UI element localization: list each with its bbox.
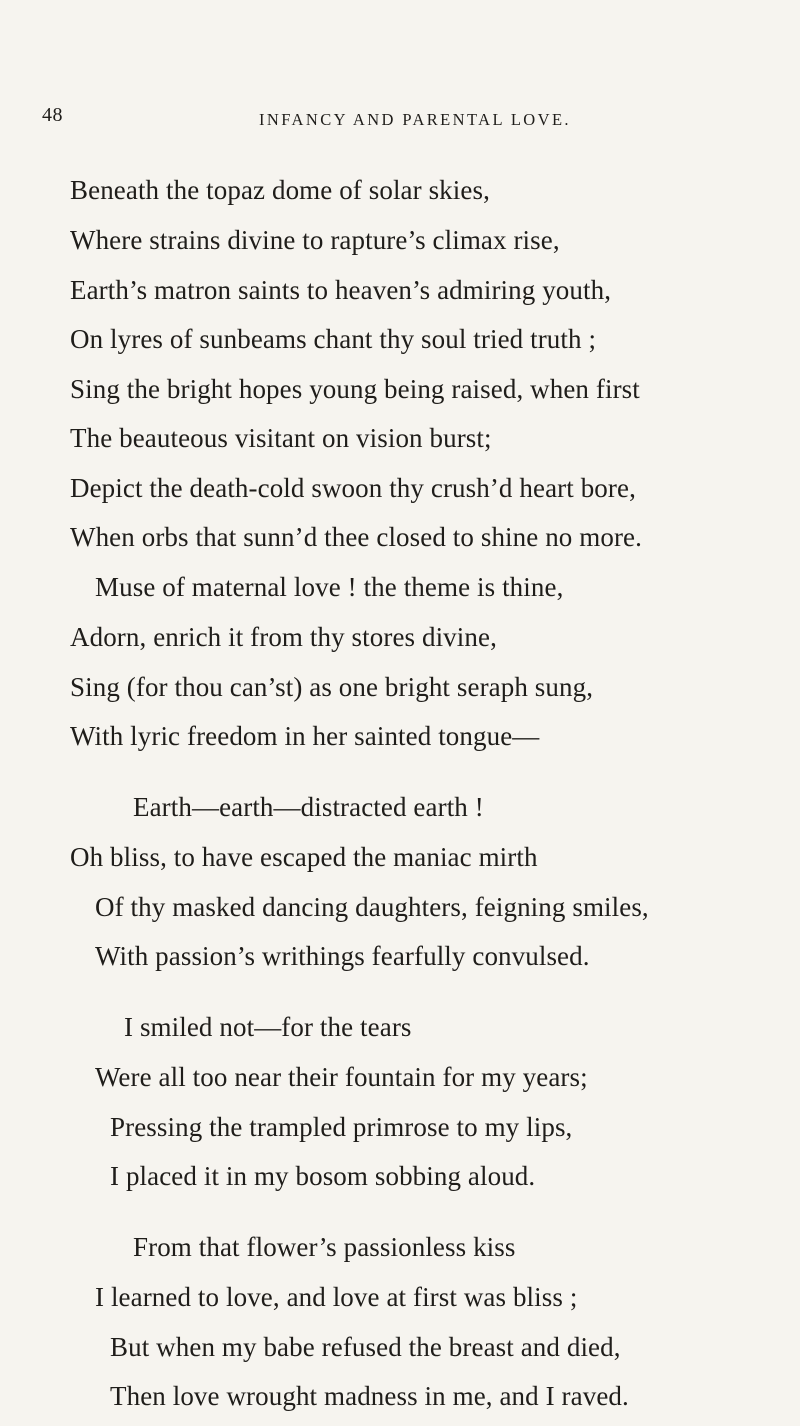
poem-line: With passion’s writhings fearfully convulsed.: [95, 941, 590, 971]
poem-line: When orbs that sunn’d thee closed to shine no more.: [70, 522, 642, 552]
poem-line: Depict the death-cold swoon thy crush’d heart bore,: [70, 473, 636, 503]
poem-line: I learned to love, and love at first was bliss ;: [95, 1282, 578, 1312]
poem-line: Earth—earth—distracted earth !: [133, 792, 484, 822]
poem-line: I placed it in my bosom sobbing aloud.: [110, 1161, 536, 1191]
poem-line: Adorn, enrich it from thy stores divine,: [70, 622, 497, 652]
poem-line: Where strains divine to rapture’s climax rise,: [70, 225, 560, 255]
poem-line: From that flower’s passionless kiss: [133, 1232, 516, 1262]
poem-line: Muse of maternal love ! the theme is thine,: [95, 572, 564, 602]
poem-line: On lyres of sunbeams chant thy soul tried truth ;: [70, 324, 597, 354]
poem-line: Were all too near their fountain for my years;: [95, 1062, 588, 1092]
poem-line: The beauteous visitant on vision burst;: [70, 423, 492, 453]
poem-line: Earth’s matron saints to heaven’s admiring youth,: [70, 275, 612, 305]
poem-line: Pressing the trampled primrose to my lips,: [110, 1112, 573, 1142]
running-head: INFANCY AND PARENTAL LOVE.: [259, 110, 571, 129]
poem-line: Sing the bright hopes young being raised, when first: [70, 374, 640, 404]
poem-line: Then love wrought madness in me, and I raved.: [110, 1381, 629, 1411]
page-number: 48: [42, 104, 63, 126]
poem-line: With lyric freedom in her sainted tongue—: [70, 721, 540, 751]
poem-line: Beneath the topaz dome of solar skies,: [70, 175, 490, 205]
poem-line: Of thy masked dancing daughters, feigning smiles,: [95, 892, 649, 922]
poem-line: Sing (for thou can’st) as one bright seraph sung,: [70, 672, 594, 702]
poem-line: I smiled not—for the tears: [124, 1012, 412, 1042]
poem-line: But when my babe refused the breast and died,: [110, 1332, 621, 1362]
poem-line: Oh bliss, to have escaped the maniac mirth: [70, 842, 538, 872]
